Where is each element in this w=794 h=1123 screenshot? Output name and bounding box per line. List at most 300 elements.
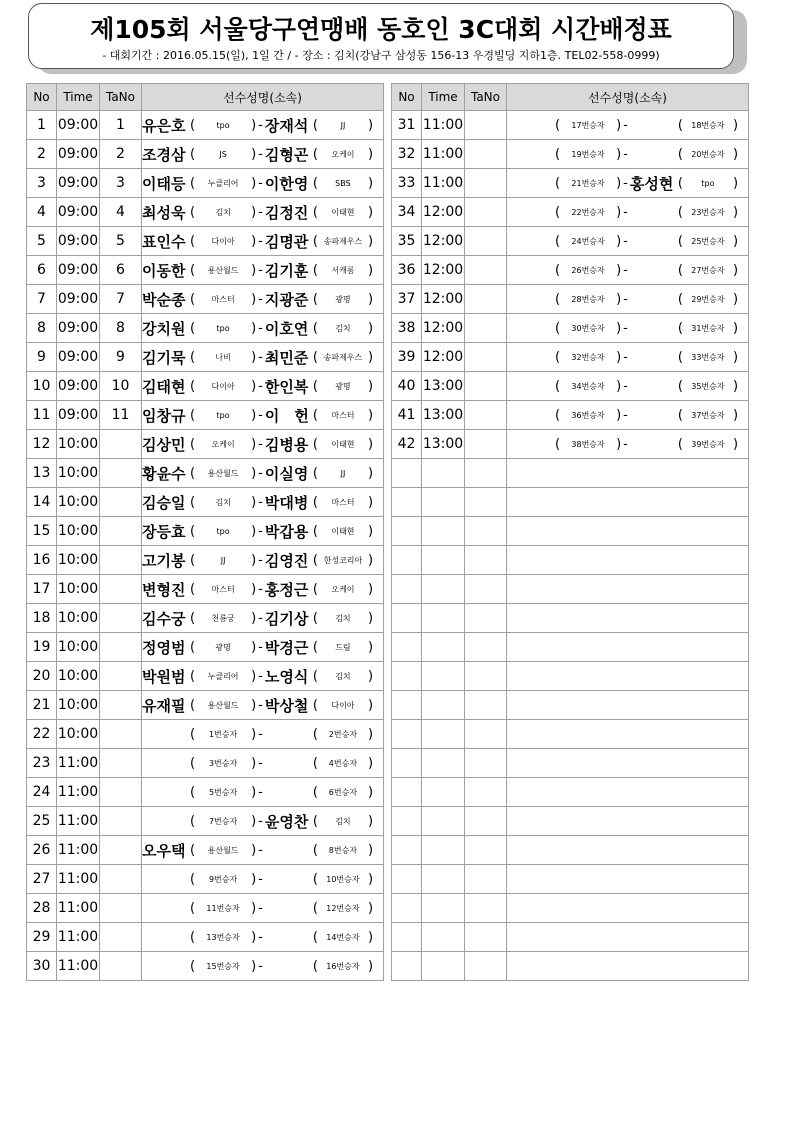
empty-cell [392,894,422,923]
empty-cell [392,807,422,836]
empty-cell [392,778,422,807]
paren-open: ( [677,378,683,394]
table-no [100,488,142,517]
table-no [465,401,507,430]
player1-name: 조경삼 [142,145,186,164]
paren-open: ( [312,552,318,568]
table-no: 9 [100,343,142,372]
player1-affiliation: 다이아 [211,381,235,391]
paren-close: ) [367,871,374,887]
table-no [100,575,142,604]
player1-affiliation: 3번승자 [208,758,238,768]
col-header-players: 선수성명(소속) [507,84,749,111]
player2-name: 박경근 [264,638,309,657]
players-cell [142,952,384,981]
player2-affiliation: 김치 [335,671,351,681]
empty-cell [392,865,422,894]
match-no: 35 [392,227,422,256]
paren-close: ) [251,581,257,597]
players-wrap [142,720,383,748]
players-cell [142,894,384,923]
vs-dash: - [258,349,263,365]
players-wrap [142,894,383,922]
table-no [100,720,142,749]
player1-name: 유재필 [142,696,186,715]
paren-close: ) [367,639,374,655]
match-time: 10:00 [57,720,100,749]
player1-affiliation: 32번승자 [571,352,605,362]
vs-dash: - [623,378,628,394]
player2-name: 지광준 [264,290,309,309]
player2-affiliation: 광명 [335,381,351,391]
player2-affiliation: 27번승자 [691,265,725,275]
paren-open: ( [190,871,196,887]
paren-open: ( [555,204,561,220]
empty-row [392,546,749,575]
paren-open: ( [555,262,561,278]
empty-row [392,517,749,546]
players-cell [142,691,384,720]
paren-open: ( [555,233,561,249]
table-no [100,662,142,691]
player1-affiliation: 28번승자 [571,294,605,304]
paren-open: ( [677,262,683,278]
paren-open: ( [190,929,196,945]
paren-open: ( [190,146,196,162]
players-cell [507,227,749,256]
empty-cell [507,662,749,691]
player1-affiliation: tpo [216,410,230,420]
vs-dash: - [623,407,628,423]
table-no [465,169,507,198]
player2-name: 김병용 [264,435,309,454]
paren-open: ( [312,929,318,945]
player2-affiliation: 김치 [335,816,351,826]
player2-affiliation: JJ [340,120,346,130]
players-wrap [142,749,383,777]
empty-cell [507,836,749,865]
players-wrap [507,227,748,255]
paren-close: ) [251,233,257,249]
players-cell [142,169,384,198]
player2-affiliation: 20번승자 [691,149,725,159]
player2-affiliation: 12번승자 [326,903,360,913]
paren-open: ( [312,581,318,597]
players-wrap [142,140,383,168]
paren-open: ( [312,494,318,510]
vs-dash: - [623,436,628,452]
paren-close: ) [251,639,257,655]
paren-open: ( [312,755,318,771]
players-cell [507,430,749,459]
empty-cell [465,778,507,807]
player1-name: 유은호 [142,116,186,135]
empty-cell [392,952,422,981]
players-cell [142,140,384,169]
paren-open: ( [312,697,318,713]
paren-close: ) [732,204,739,220]
paren-open: ( [312,958,318,974]
table-row [392,430,749,459]
match-time: 09:00 [57,198,100,227]
empty-cell [507,517,749,546]
header-row [392,84,749,111]
match-time: 11:00 [57,894,100,923]
paren-open: ( [312,378,318,394]
paren-open: ( [190,262,196,278]
vs-dash: - [258,726,263,742]
paren-close: ) [367,494,374,510]
match-no: 16 [27,546,57,575]
players-cell [142,749,384,778]
paren-close: ) [367,175,374,191]
match-no: 19 [27,633,57,662]
match-time: 09:00 [57,285,100,314]
empty-cell [422,691,465,720]
match-no: 41 [392,401,422,430]
player1-name: 변형진 [142,580,186,599]
players-wrap [507,430,748,458]
empty-cell [422,749,465,778]
players-wrap [507,401,748,429]
table-row [27,488,384,517]
paren-close: ) [251,262,257,278]
player2-affiliation: 송파제우스 [323,352,363,362]
paren-open: ( [312,349,318,365]
player1-affiliation: 용산월드 [207,468,239,478]
player2-affiliation: 송파제우스 [323,236,363,246]
player1-affiliation: 11번승자 [206,903,240,913]
players-wrap [142,227,383,255]
table-no [100,923,142,952]
player2-name: 최민준 [264,348,309,367]
match-no: 32 [392,140,422,169]
players-cell [142,314,384,343]
col-header-tano: TaNo [100,84,142,111]
match-time: 09:00 [57,169,100,198]
empty-cell [465,894,507,923]
schedule-table-right [391,83,749,981]
paren-close: ) [367,552,374,568]
players-wrap [142,459,383,487]
paren-close: ) [251,929,257,945]
vs-dash: - [258,755,263,771]
match-no: 1 [27,111,57,140]
players-wrap [142,807,383,835]
match-no: 21 [27,691,57,720]
paren-open: ( [190,900,196,916]
paren-open: ( [312,291,318,307]
empty-cell [392,720,422,749]
paren-close: ) [251,842,257,858]
match-time: 11:00 [57,778,100,807]
player1-affiliation: 마스터 [211,584,235,594]
vs-dash: - [258,668,263,684]
match-time: 11:00 [57,923,100,952]
table-row [392,314,749,343]
empty-row [392,662,749,691]
paren-open: ( [312,639,318,655]
table-no: 7 [100,285,142,314]
players-cell [142,430,384,459]
empty-cell [507,749,749,778]
match-time: 10:00 [57,575,100,604]
player1-affiliation: 마스터 [211,294,235,304]
vs-dash: - [258,291,263,307]
player2-affiliation: 37번승자 [691,410,725,420]
match-no: 8 [27,314,57,343]
match-no: 33 [392,169,422,198]
player2-affiliation: 29번승자 [691,294,725,304]
vs-dash: - [258,175,263,191]
paren-open: ( [677,320,683,336]
table-no: 1 [100,111,142,140]
player2-affiliation: 김치 [335,323,351,333]
empty-cell [465,604,507,633]
empty-row [392,807,749,836]
match-no: 2 [27,140,57,169]
table-row [27,111,384,140]
match-no: 5 [27,227,57,256]
paren-close: ) [367,204,374,220]
paren-close: ) [251,755,257,771]
empty-cell [465,836,507,865]
table-row [27,894,384,923]
players-wrap [142,952,383,980]
player2-name: 한인복 [264,377,309,396]
paren-open: ( [312,262,318,278]
players-wrap [142,372,383,400]
empty-cell [422,575,465,604]
match-time: 12:00 [422,314,465,343]
col-header-time: Time [57,84,100,111]
match-no: 36 [392,256,422,285]
empty-row [392,459,749,488]
match-time: 10:00 [57,517,100,546]
paren-open: ( [190,523,196,539]
table-no [100,807,142,836]
paren-open: ( [190,436,196,452]
match-no: 3 [27,169,57,198]
players-cell [142,227,384,256]
paren-close: ) [367,146,374,162]
vs-dash: - [258,958,263,974]
player1-affiliation: 광명 [215,642,231,652]
paren-close: ) [251,146,257,162]
table-row [27,807,384,836]
empty-row [392,836,749,865]
paren-close: ) [367,813,374,829]
player1-affiliation: 김치 [215,497,231,507]
players-wrap [142,517,383,545]
players-wrap [142,923,383,951]
player1-affiliation: 26번승자 [571,265,605,275]
player2-affiliation: 31번승자 [691,323,725,333]
players-wrap [142,662,383,690]
match-time: 09:00 [57,314,100,343]
paren-close: ) [251,871,257,887]
paren-open: ( [312,668,318,684]
players-wrap [142,604,383,632]
players-wrap [142,198,383,226]
paren-close: ) [616,146,622,162]
empty-cell [422,836,465,865]
players-wrap [142,314,383,342]
players-cell [142,285,384,314]
vs-dash: - [623,291,628,307]
paren-close: ) [367,436,374,452]
empty-cell [392,604,422,633]
match-no: 30 [27,952,57,981]
paren-open: ( [190,842,196,858]
player2-name: 김형곤 [264,145,309,164]
match-no: 13 [27,459,57,488]
paren-open: ( [190,233,196,249]
empty-cell [507,720,749,749]
paren-close: ) [367,378,374,394]
empty-cell [422,807,465,836]
paren-close: ) [616,262,622,278]
table-no [100,546,142,575]
table-row [392,343,749,372]
table-no [100,836,142,865]
vs-dash: - [258,233,263,249]
player1-affiliation: 30번승자 [571,323,605,333]
player1-name: 이동한 [142,261,186,280]
match-no: 39 [392,343,422,372]
page-title: 제105회 서울당구연맹배 동호인 3C대회 시간배정표 [90,15,672,44]
paren-close: ) [367,929,374,945]
vs-dash: - [258,117,263,133]
vs-dash: - [258,378,263,394]
paren-close: ) [732,291,739,307]
player2-affiliation: 마스터 [331,410,355,420]
empty-row [392,720,749,749]
table-no [100,517,142,546]
empty-cell [465,488,507,517]
player2-name: 이실영 [264,464,309,483]
paren-open: ( [555,320,561,336]
match-no: 37 [392,285,422,314]
table-no [100,952,142,981]
players-cell [142,604,384,633]
col-header-players: 선수성명(소속) [142,84,384,111]
paren-close: ) [616,378,622,394]
empty-cell [422,546,465,575]
paren-close: ) [367,349,374,365]
vs-dash: - [623,175,628,191]
table-row [27,169,384,198]
paren-close: ) [367,291,374,307]
paren-close: ) [616,407,622,423]
paren-close: ) [251,204,257,220]
table-row [392,169,749,198]
empty-row [392,923,749,952]
paren-open: ( [312,175,318,191]
paren-close: ) [251,900,257,916]
match-no: 38 [392,314,422,343]
paren-open: ( [312,871,318,887]
vs-dash: - [258,610,263,626]
empty-cell [507,459,749,488]
player2-name: 윤영찬 [264,812,309,831]
players-wrap [507,111,748,139]
match-time: 11:00 [422,169,465,198]
empty-cell [392,749,422,778]
paren-open: ( [312,813,318,829]
paren-close: ) [251,552,257,568]
player2-affiliation: 이태현 [331,439,355,449]
player1-name: 김상민 [142,435,186,454]
player2-affiliation: 2번승자 [328,729,358,739]
table-row [27,778,384,807]
player2-affiliation: 14번승자 [326,932,360,942]
player1-affiliation: JJ [220,555,226,565]
vs-dash: - [258,494,263,510]
player2-affiliation: 16번승자 [326,961,360,971]
empty-cell [392,517,422,546]
paren-open: ( [190,320,196,336]
paren-open: ( [190,639,196,655]
players-cell [507,285,749,314]
vs-dash: - [258,552,263,568]
empty-cell [422,604,465,633]
players-cell [507,169,749,198]
paren-close: ) [616,320,622,336]
players-cell [142,111,384,140]
empty-cell [422,952,465,981]
match-no: 29 [27,923,57,952]
table-row [27,343,384,372]
empty-cell [507,894,749,923]
table-row [27,459,384,488]
paren-open: ( [312,726,318,742]
empty-cell [392,546,422,575]
paren-close: ) [251,436,257,452]
table-no [100,633,142,662]
match-time: 09:00 [57,140,100,169]
player1-affiliation: 오케이 [211,439,235,449]
paren-open: ( [555,378,561,394]
player2-affiliation: 이태현 [331,207,355,217]
player2-affiliation: 33번승자 [691,352,725,362]
match-no: 15 [27,517,57,546]
players-wrap [142,430,383,458]
players-cell [142,633,384,662]
player2-affiliation: 10번승자 [326,874,360,884]
paren-close: ) [251,175,257,191]
player1-name: 최성욱 [142,203,186,222]
players-cell [142,662,384,691]
table-row [27,749,384,778]
paren-open: ( [190,465,196,481]
empty-cell [422,633,465,662]
paren-close: ) [367,726,374,742]
empty-cell [422,923,465,952]
empty-cell [507,546,749,575]
paren-open: ( [190,813,196,829]
empty-cell [392,836,422,865]
match-no: 7 [27,285,57,314]
match-time: 09:00 [57,343,100,372]
player2-affiliation: 23번승자 [691,207,725,217]
table-row [27,430,384,459]
player2-affiliation: 18번승자 [691,120,725,130]
players-wrap [507,256,748,284]
paren-close: ) [251,668,257,684]
table-no: 6 [100,256,142,285]
player1-affiliation: 19번승자 [571,149,605,159]
